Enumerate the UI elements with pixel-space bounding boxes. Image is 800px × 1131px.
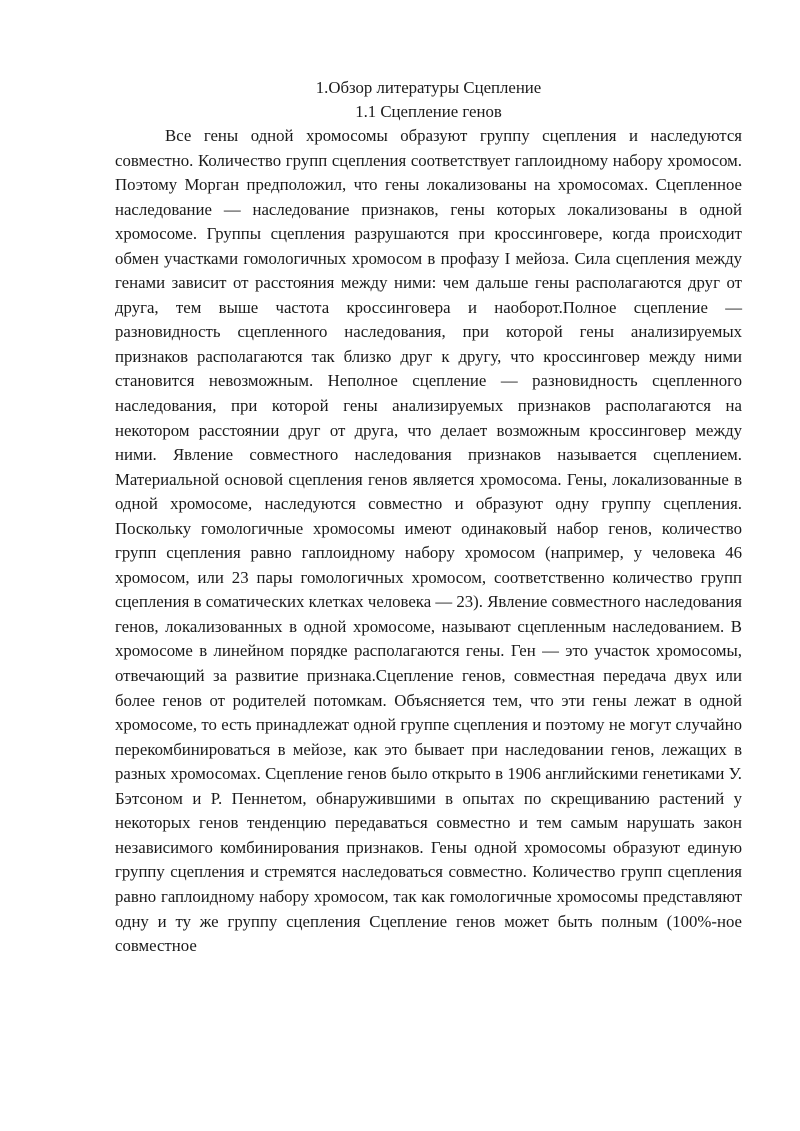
- subsection-heading: 1.1 Сцепление генов: [355, 102, 502, 121]
- section-heading: 1.Обзор литературы Сцепление: [315, 78, 542, 97]
- body-paragraph: Все гены одной хромосомы образуют группу сцепления и наследуются совместно. Количество групп сцепления соответствует гаплоидному набору хромосом. Поэтому Морган предположил, что гены локализованы на хромосомах. Сцепленное наследование — наследование признаков, гены которых локализованы в одной хромосоме. Группы сцепления разрушаются при кроссинговере, когда происходит обмен участками гомологичных хромосом в профазу I мейоза. Сила сцепления между генами зависит от расстояния между ними: чем дальше гены располагаются друг от друга, тем выше частота кроссинговера и наоборот.Полное сцепление — разновидность сцепленного наследования, при которой гены анализируемых признаков располагаются так близко друг к другу, что кроссинговер между ними становится невозможным. Неполное сцепление — разновидность сцепленного наследования, при которой гены анализируемых признаков располагаются на некотором расстоянии друг от друга, что делает возможным кроссинговер между ними. Явление совместного наследования признаков называется сцеплением. Материальной основой сцепления генов является хромосома. Гены, локализованные в одной хромосоме, наследуются совместно и образуют одну группу сцепления. Поскольку гомологичные хромосомы имеют одинаковый набор генов, количество групп сцепления равно гаплоидному набору хромосом (например, у человека 46 хромосом, или 23 пары гомологичных хромосом, соответственно количество групп сцепления в соматических клетках человека — 23). Явление совместного наследования генов, локализованных в одной хромосоме, называют сцепленным наследованием. В хромосоме в линейном порядке располагаются гены. Ген — это участок хромосомы, отвечающий за развитие признака.Сцепление генов, совместная передача двух или более генов от родителей потомкам. Объясняется тем, что эти гены лежат в одной хромосоме, то есть принадлежат одной группе сцепления и поэтому не могут случайно перекомбинироваться в мейозе, как это бывает при наследовании генов, лежащих в разных хромосомах. Сцепление генов было открыто в 1906 английскими генетиками У. Бэтсоном и Р. Пеннетом, обнаружившими в опытах по скрещиванию растений у некоторых генов тенденцию передаваться совместно и тем самым нарушать закон независимого комбинирования признаков. Гены одной хромосомы образуют единую группу сцепления и стремятся наследоваться совместно. Количество групп сцепления равно гаплоидному набору хромосом, так как гомологичные хромосомы представляют одну и ту же группу сцепления Сцепление генов может быть полным (100%-ное совместное: [115, 126, 742, 956]
